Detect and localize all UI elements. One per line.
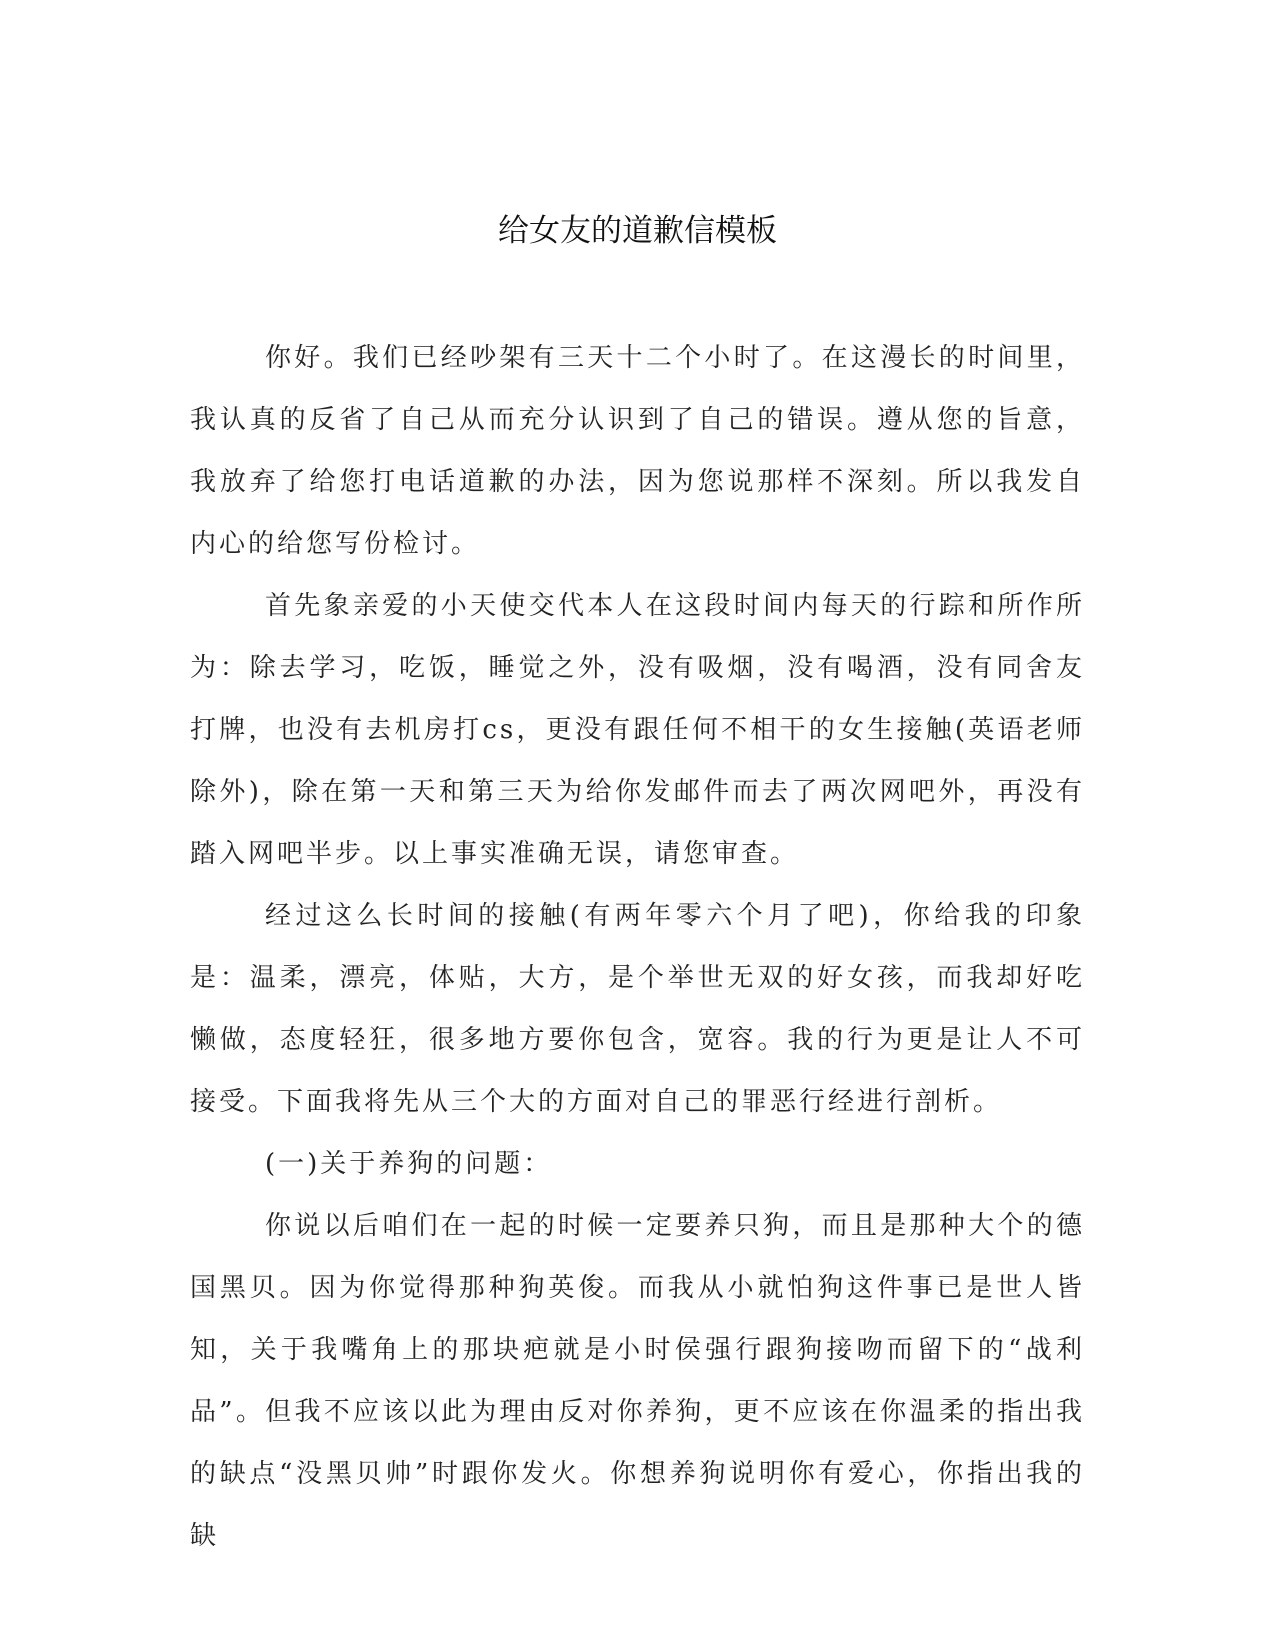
paragraph-impression: 经过这么长时间的接触(有两年零六个月了吧)，你给我的印象是：温柔，漂亮，体贴，大方，是个举世无双的好女孩，而我却好吃懒做，态度轻狂，很多地方要你包含，宽容。我的行为更是让人不可接受。下面我将先从三个大的方面对自己的罪恶行经进行剖析。	[190, 901, 1085, 1117]
paragraph-dog: 你说以后咱们在一起的时候一定要养只狗，而且是那种大个的德国黑贝。因为你觉得那种狗英俊。而我从小就怕狗这件事已是世人皆知，关于我嘴角上的那块疤就是小时侯强行跟狗接吻而留下的“战利品”。但我不应该以此为理由反对你养狗，更不应该在你温柔的指出我的缺点“没黑贝帅”时跟你发火。你想养狗说明你有爱心，你指出我的缺	[190, 1211, 1085, 1551]
section-heading-dog: (一)关于养狗的问题：	[265, 1149, 553, 1179]
document-title: 给女友的道歉信模板	[498, 213, 777, 249]
paragraph-greeting: 你好。我们已经吵架有三天十二个小时了。在这漫长的时间里，我认真的反省了自己从而充分认识到了自己的错误。遵从您的旨意，我放弃了给您打电话道歉的办法，因为您说那样不深刻。所以我发自内心的给您写份检讨。	[190, 343, 1085, 559]
paragraph-whereabouts: 首先象亲爱的小天使交代本人在这段时间内每天的行踪和所作所为：除去学习，吃饭，睡觉之外，没有吸烟，没有喝酒，没有同舍友打牌，也没有去机房打cs，更没有跟任何不相干的女生接触(英语老师除外)，除在第一天和第三天为给你发邮件而去了两次网吧外，再没有踏入网吧半步。以上事实准确无误，请您审查。	[190, 591, 1085, 869]
document-body	[190, 327, 1085, 1567]
